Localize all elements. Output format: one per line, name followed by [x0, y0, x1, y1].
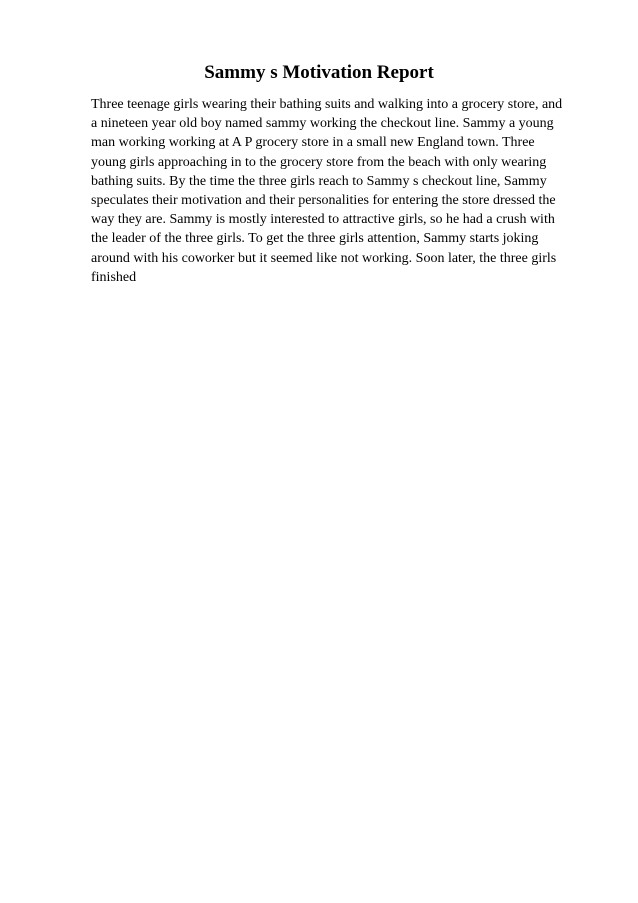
body-line: a nineteen year old boy named sammy working the checkout line. Sammy a young — [91, 116, 554, 132]
document-body — [91, 95, 591, 287]
body-line: speculates their motivation and their personalities for entering the store dressed the — [91, 193, 556, 209]
body-line: young girls approaching in to the grocery store from the beach with only wearing — [91, 154, 547, 170]
body-line: bathing suits. By the time the three girls reach to Sammy s checkout line, Sammy — [91, 173, 547, 189]
body-line: Three teenage girls wearing their bathing suits and walking into a grocery store, and — [91, 97, 563, 112]
body-line: the leader of the three girls. To get the three girls attention, Sammy starts joking — [91, 231, 539, 247]
body-line: around with his coworker but it seemed like not working. Soon later, the three girls — [91, 250, 557, 266]
document-title: Sammy s Motivation Report — [204, 62, 434, 83]
body-line: finished — [91, 269, 137, 285]
body-line: way they are. Sammy is mostly interested to attractive girls, so he had a crush with — [91, 212, 555, 228]
body-line: man working working at A P grocery store in a small new England town. Three — [91, 135, 535, 151]
